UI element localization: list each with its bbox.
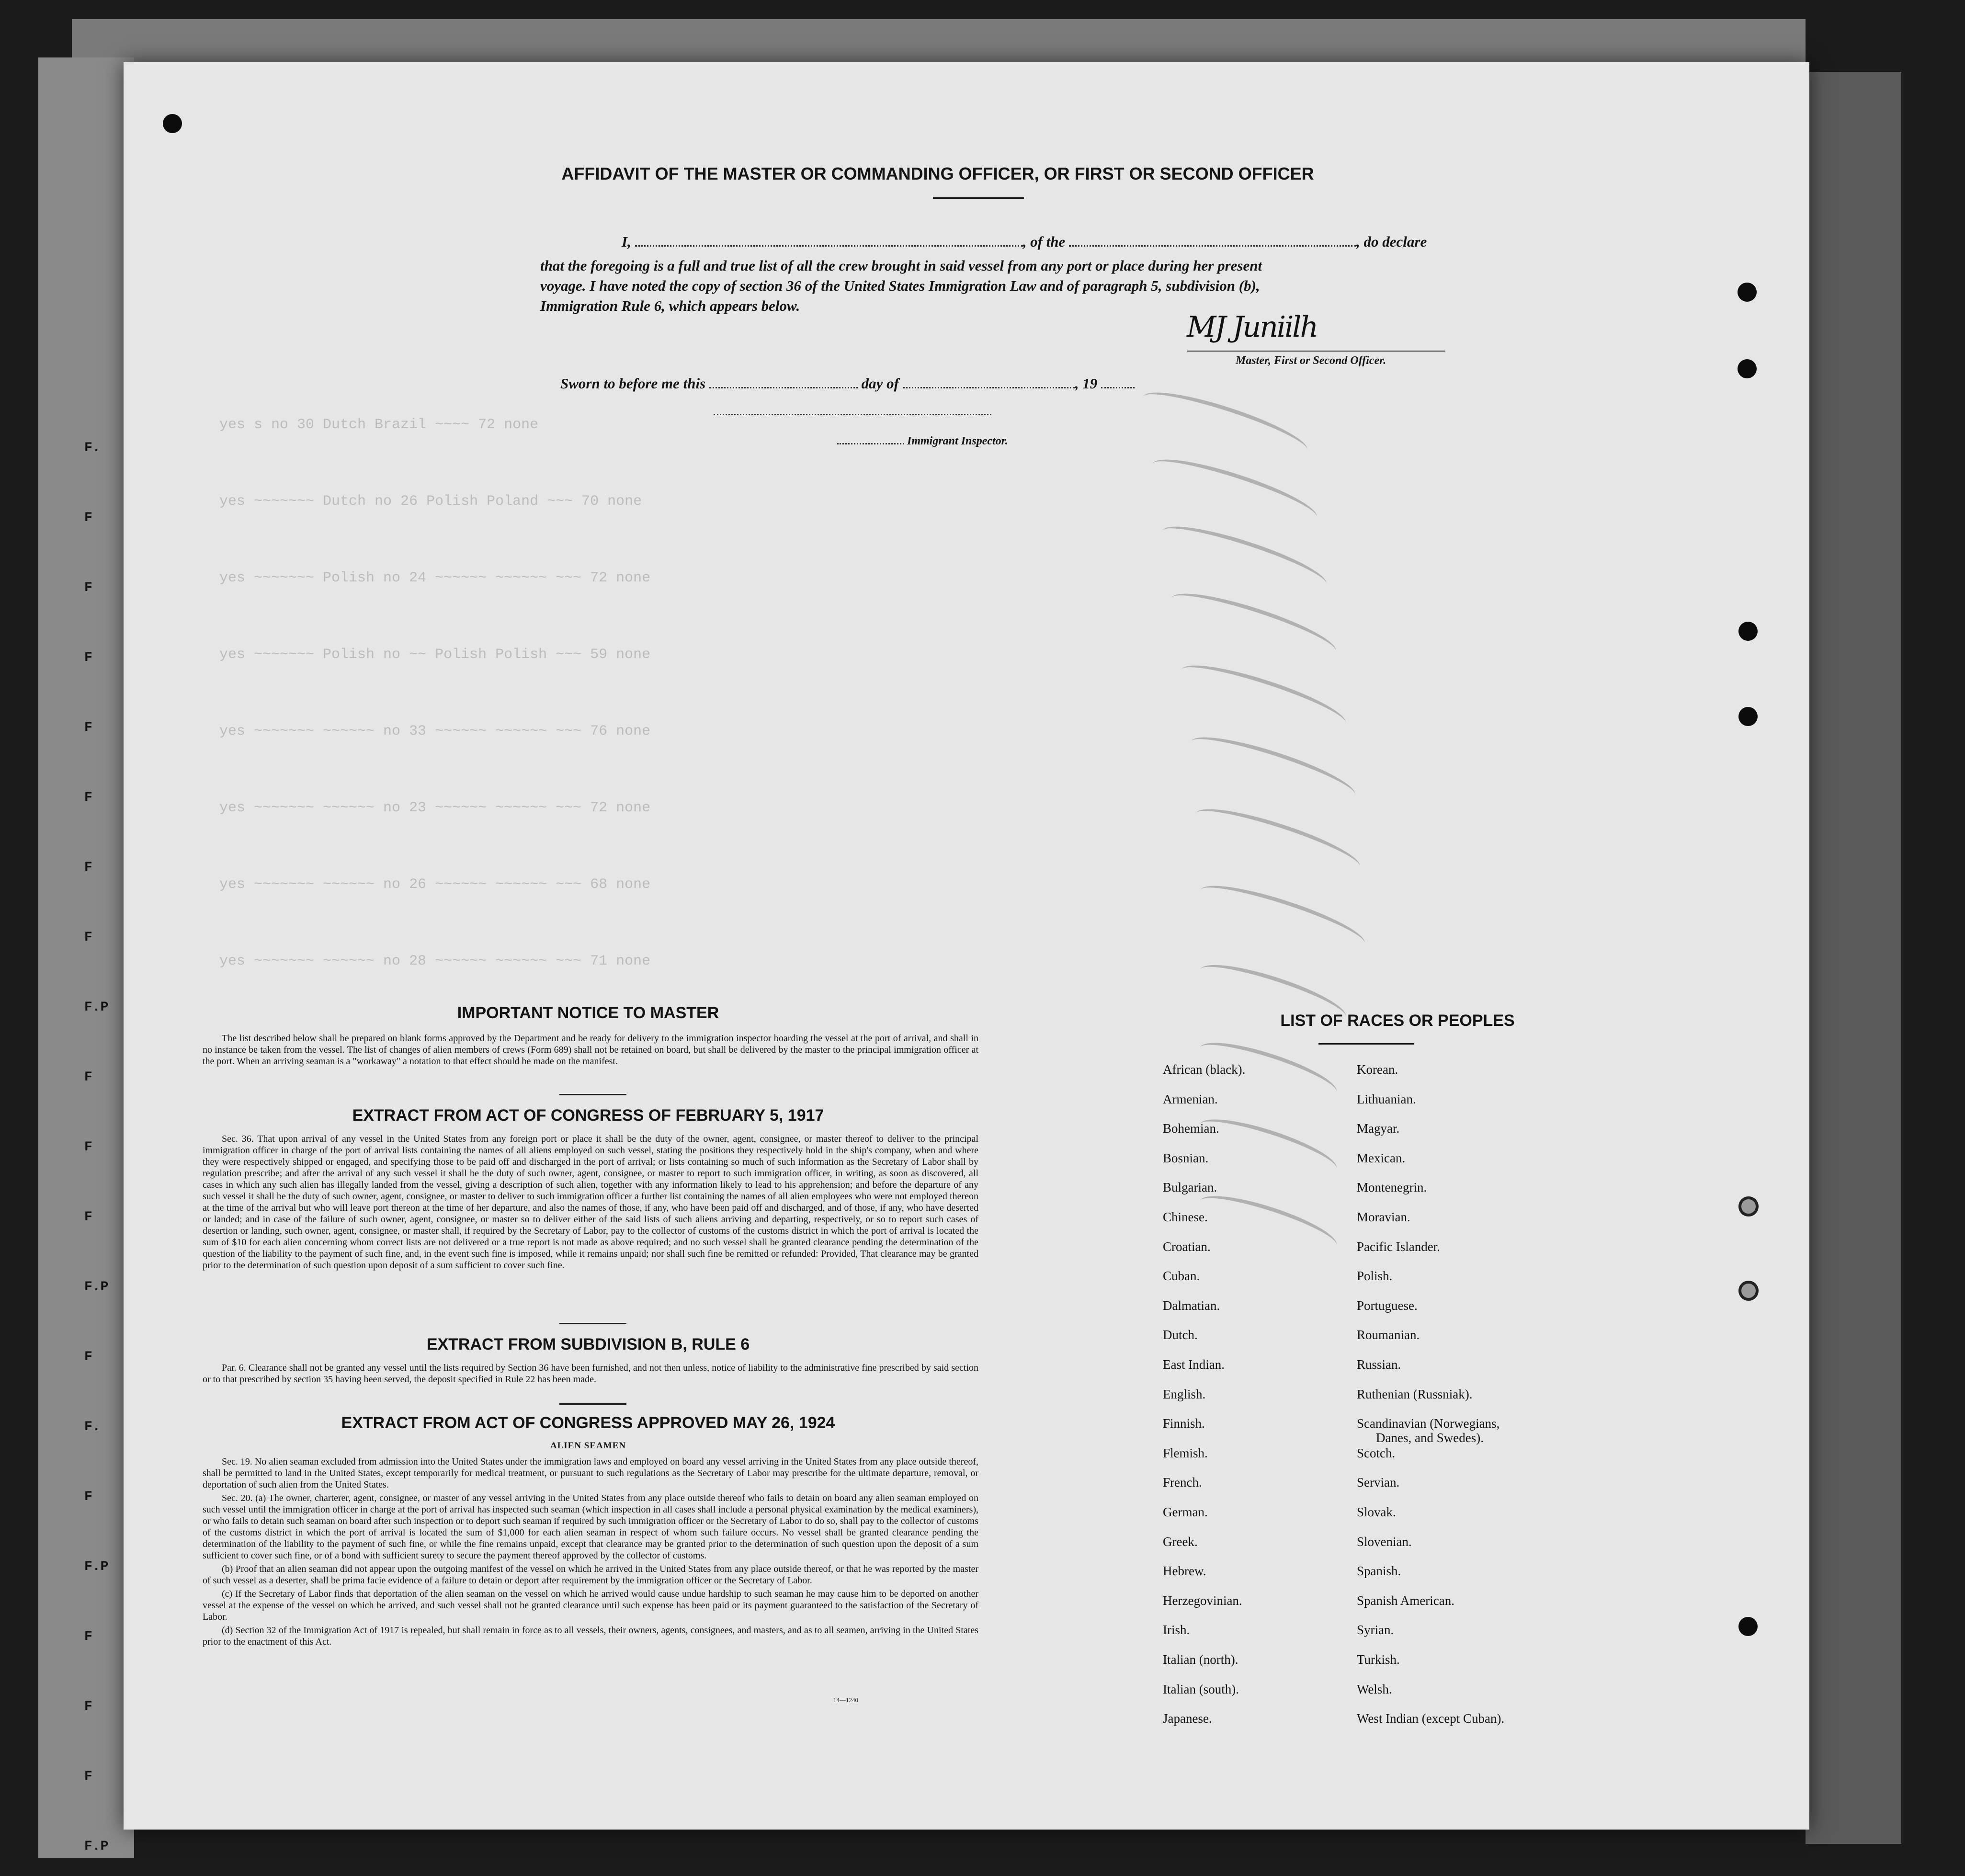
declaration-line <box>540 231 1427 250</box>
extract-1924-paragraph: Sec. 20. (a) The owner, charterer, agent, consignee, or master of any vessel arriving in the United States from any place outside thereof who fails to detain on board any alien seaman employed on such vessel until the immigration officer in charge at the port of arrival has inspected such seaman (which inspection in all cases shall include a personal physical examination by the medical examiners), or who fails to detain such seaman on board after such inspection or to deport such seaman if required by such immigration officer or the Secretary of Labor to do so, shall pay to the collector of customs of the customs district in which the port of arrival is located the sum of $1,000 for each alien seaman in respect of whom such failure occurs. No vessel shall be granted clearance pending the determination of the liability to the payment of such fine, or while the fine remains unpaid, except that clearance may be granted prior to the determination of such question upon the deposit of a sum sufficient to cover such fine, or of a bond with sufficient surety to secure the payment thereof approved by the collector of customs. <box>203 1493 978 1561</box>
race-item: Hebrew. <box>1163 1564 1206 1579</box>
title-rule <box>933 197 1024 199</box>
back-page-left <box>38 57 134 1858</box>
extract-1924-title: EXTRACT FROM ACT OF CONGRESS APPROVED MAY 26, 1924 <box>341 1414 835 1432</box>
form-sheet <box>84 62 1809 1854</box>
declaration-body-line: voyage. I have noted the copy of section 36 of the United States Immigration Law and of paragraph 5, subdivision (b), <box>540 277 1260 294</box>
race-item: Welsh. <box>1357 1682 1392 1696</box>
back-page-right <box>1806 72 1901 1844</box>
section-rule <box>559 1403 626 1405</box>
race-item: Slovak. <box>1357 1505 1396 1519</box>
margin-mark: F <box>84 1210 92 1225</box>
affidavit-title: AFFIDAVIT OF THE MASTER OR COMMANDING OFFICER, OR FIRST OR SECOND OFFICER <box>561 164 1314 183</box>
extract-1924-paragraph: (b) Proof that an alien seaman did not appear upon the outgoing manifest of the vessel on which he arrived in the United States from any place outside thereof, or that he was reported by the master of such vessel as a deserter, shall be prima facie evidence of a failure to detain or deport after requirement by the immigration officer or the Secretary of Labor. <box>203 1564 978 1586</box>
label-declare: , do declare <box>1356 233 1427 250</box>
margin-mark: F <box>84 930 92 945</box>
sworn-prefix: Sworn to before me this <box>560 375 706 392</box>
signature-line <box>1187 351 1445 352</box>
extract-rule6-title: EXTRACT FROM SUBDIVISION B, RULE 6 <box>426 1335 750 1353</box>
race-item: Herzegovinian. <box>1163 1593 1242 1608</box>
sworn-year-field[interactable] <box>1101 373 1135 388</box>
race-item: German. <box>1163 1505 1208 1519</box>
punch-hole <box>1738 1617 1758 1636</box>
race-item: Russian. <box>1357 1357 1401 1372</box>
extract-1917-text <box>203 1133 978 1273</box>
extract-1924-paragraph: Sec. 19. No alien seaman excluded from admission into the United States under the immigration laws and employed on board any vessel arriving in the United States from any place outside thereof, shall be permitted to land in the United States, except temporarily for medical treatment, or pursuant to such regulations as the Secretary of Labor may prescribe for the ultimate departure, removal, or deportation of such alien from the United States. <box>203 1456 978 1490</box>
race-item: West Indian (except Cuban). <box>1357 1711 1505 1726</box>
punch-hole <box>1738 1196 1759 1217</box>
race-item: Portuguese. <box>1357 1298 1418 1313</box>
extract-1924-subtitle: ALIEN SEAMEN <box>550 1441 626 1451</box>
sworn-year-label: , 19 <box>1075 375 1098 392</box>
ink-smudge <box>1138 381 1312 466</box>
declaration-body <box>540 256 1570 316</box>
ink-smudge <box>1176 654 1350 739</box>
margin-mark: F <box>84 720 92 735</box>
margin-mark: F <box>84 1629 92 1644</box>
punch-hole <box>1738 359 1757 378</box>
race-item: Croatian. <box>1163 1239 1211 1254</box>
punch-hole <box>163 114 182 133</box>
declaration-body-line: Immigration Rule 6, which appears below. <box>540 297 800 314</box>
race-item: Japanese. <box>1163 1711 1212 1726</box>
race-item: Bosnian. <box>1163 1150 1209 1165</box>
race-item: Syrian. <box>1357 1623 1394 1637</box>
ink-smudge <box>1167 582 1340 667</box>
race-item: Roumanian. <box>1357 1328 1420 1342</box>
race-item: Korean. <box>1357 1062 1398 1077</box>
race-item: Finnish. <box>1163 1416 1205 1431</box>
ink-smudge <box>1195 1109 1341 1184</box>
margin-mark: F.P <box>84 1280 109 1295</box>
show-through-text: yes ~~~~~~~ ~~~~~~ no 28 ~~~~~~ ~~~~~~ ~~~ 71 none <box>219 953 651 969</box>
margin-mark: F <box>84 790 92 805</box>
margin-mark: F <box>84 860 92 875</box>
race-item: Pacific Islander. <box>1357 1239 1440 1254</box>
race-item: Flemish. <box>1163 1445 1208 1460</box>
race-item: Bohemian. <box>1163 1121 1219 1136</box>
race-item: Scandinavian (Norwegians, <box>1357 1416 1500 1431</box>
notice-text <box>203 1033 978 1069</box>
inspector-signature-field[interactable] <box>714 411 991 415</box>
inspector-caption: Immigrant Inspector. <box>907 435 1008 447</box>
extract-rule6-paragraph: Par. 6. Clearance shall not be granted any vessel until the lists required by Section 36 have been furnished, and not then unless, notice of liability to the administrative fine prescribed by said section or to that prescribed by section 35 having been served, the deposit specified in Rule 22 has been made. <box>203 1363 978 1385</box>
race-item-continuation: Danes, and Swedes). <box>1376 1431 1484 1445</box>
extract-1924-paragraph: (c) If the Secretary of Labor finds that deportation of the alien seaman on the vessel on which he arrived would cause undue hardship to such seaman he may cause him to be deported on another vessel at the expense of the vessel on which he arrived, and such vessel shall not be granted clearance until such expense has been paid or its payment guaranteed to the satisfaction of the Secretary of Labor. <box>203 1589 978 1622</box>
margin-mark: F <box>84 1350 92 1364</box>
extract-rule6-text <box>203 1362 978 1387</box>
race-item: English. <box>1163 1387 1206 1401</box>
race-item: Magyar. <box>1357 1121 1400 1136</box>
extract-1924-text <box>203 1456 978 1649</box>
race-item: Dalmatian. <box>1163 1298 1220 1313</box>
ink-smudge <box>1195 875 1369 959</box>
margin-mark: F. <box>84 1420 101 1434</box>
race-item: French. <box>1163 1475 1202 1490</box>
race-item: Spanish. <box>1357 1564 1401 1579</box>
ink-smudge <box>1147 448 1321 533</box>
sworn-day-field[interactable] <box>709 373 858 388</box>
margin-mark: F <box>84 1489 92 1504</box>
margin-mark: F.P <box>84 1559 109 1574</box>
races-rule <box>1318 1043 1414 1045</box>
margin-mark: F <box>84 511 92 525</box>
officer-signature: MJ Juniilh <box>1187 310 1318 344</box>
sworn-month-field[interactable] <box>903 373 1075 388</box>
declaration-body-line: that the foregoing is a full and true list of all the crew brought in said vessel from any port or place during her present <box>540 257 1262 274</box>
ink-smudge <box>1186 726 1360 810</box>
notice-title: IMPORTANT NOTICE TO MASTER <box>457 1004 719 1022</box>
race-item: Chinese. <box>1163 1210 1208 1224</box>
section-rule <box>559 1323 626 1324</box>
punch-hole <box>1738 622 1758 641</box>
signature-caption: Master, First or Second Officer. <box>1236 354 1386 367</box>
race-item: Mexican. <box>1357 1150 1406 1165</box>
race-item: Bulgarian. <box>1163 1180 1217 1195</box>
race-item: Slovenian. <box>1357 1534 1412 1549</box>
margin-mark: F <box>84 1070 92 1085</box>
show-through-text: yes ~~~~~~~ ~~~~~~ no 23 ~~~~~~ ~~~~~~ ~~~ 72 none <box>219 800 651 816</box>
margin-mark: F <box>84 1140 92 1155</box>
show-through-text: yes ~~~~~~~ Dutch no 26 Polish Poland ~~~ 70 none <box>219 493 642 510</box>
section-rule <box>559 1094 626 1095</box>
punch-hole <box>1738 283 1757 302</box>
show-through-text: yes ~~~~~~~ Polish no ~~ Polish Polish ~~~ 59 none <box>219 647 651 663</box>
race-item: Italian (north). <box>1163 1652 1238 1667</box>
show-through-text: yes ~~~~~~~ ~~~~~~ no 26 ~~~~~~ ~~~~~~ ~~~ 68 none <box>219 876 651 893</box>
margin-mark: F.P <box>84 1000 109 1015</box>
race-item: Irish. <box>1163 1623 1190 1637</box>
race-item: Armenian. <box>1163 1091 1218 1106</box>
margin-mark: F <box>84 580 92 595</box>
inspector-line <box>837 435 1008 448</box>
extract-1917-title: EXTRACT FROM ACT OF CONGRESS OF FEBRUARY 5, 1917 <box>352 1106 824 1125</box>
race-item: Turkish. <box>1357 1652 1400 1667</box>
form-number: 14—1240 <box>833 1696 858 1704</box>
vessel-field[interactable] <box>1069 231 1356 247</box>
race-item: Lithuanian. <box>1357 1091 1416 1106</box>
race-item: Scotch. <box>1357 1445 1396 1460</box>
extract-1917-paragraph: Sec. 36. That upon arrival of any vessel in the United States from any foreign port or place it shall be the duty of the owner, agent, consignee, or master thereof to deliver to the principal immigration officer in charge of the port of arrival lists containing the names of all aliens employed on such vessel, stating the positions they respectively hold in the ship's company, when and where they were respectively shipped or engaged, and specifying those to be paid off and discharged in the port of arrival; or lists containing so much of such information as the Secretary of Labor shall by regulation prescribe; and after the arrival of any such vessel it shall be the duty of such owner, agent, consignee, or master to report to such immigration officer, in writing, as soon as discovered, all cases in which any such alien has illegally landed from the vessel, giving a description of such alien, together with any information likely to lead to his apprehension; and before the departure of any such vessel it shall be the duty of such owner, agent, consignee, or master to deliver to such immigration officer a further list containing the names of all alien employees who were not employed thereon at the time of the arrival but who will leave port thereon at the time of her departure, and also the names of those, if any, who have been paid off and discharged, and of those, if any, who have deserted or landed; and in case of the failure of such owner, agent, consignee, or master so to deliver either of the said lists of such aliens arriving and departing, respectively, or so to report such cases of desertion or landing, such owner, agent, consignee, or master shall, if required by the Secretary of Labor, pay to the collector of customs of the customs district in which the port of arrival is located the sum of $10 for each alien concerning whom correct lists are not delivered or a true report is not made as above required; and no such vessel shall be granted clearance pending the determination of the question of the liability to the payment of such fine, and, in the event such fine is imposed, while it remains unpaid; nor shall such fine be remitted or refunded: Provided, That clearance may be granted prior to the determination of such question upon deposit of a sum sufficient to cover such fine. <box>203 1134 978 1271</box>
label-i: I, <box>622 233 631 250</box>
show-through-text: yes ~~~~~~~ Polish no 24 ~~~~~~ ~~~~~~ ~~~ 72 none <box>219 570 651 586</box>
margin-mark: F <box>84 1699 92 1714</box>
ink-smudge <box>1191 798 1364 882</box>
races-title: LIST OF RACES OR PEOPLES <box>1280 1012 1515 1030</box>
extract-1924-paragraph: (d) Section 32 of the Immigration Act of 1917 is repealed, but shall remain in force as to all vessels, their owners, agents, consignees, and masters, and as to all seamen, arriving in the United States prior to the enactment of this Act. <box>203 1625 978 1647</box>
inspector-field[interactable] <box>837 436 904 444</box>
race-item: Ruthenian (Russniak). <box>1357 1387 1473 1401</box>
notice-paragraph: The list described below shall be prepared on blank forms approved by the Department and be ready for delivery to the immigration inspector boarding the vessel at the port of arrival, and shall in no instance be taken from the vessel. The list of changes of alien members of crews (Form 689) shall not be retained on board, but shall be delivered by the master to the principal immigration officer at the port. When an arriving seaman is a "workaway" a notation to that effect should be made on the manifest. <box>203 1033 978 1067</box>
margin-mark: F <box>84 1769 92 1784</box>
show-through-text: yes ~~~~~~~ ~~~~~~ no 33 ~~~~~~ ~~~~~~ ~~~ 76 none <box>219 723 651 739</box>
race-item: Servian. <box>1357 1475 1400 1490</box>
race-item: Polish. <box>1357 1269 1393 1284</box>
margin-mark: F <box>84 650 92 665</box>
race-item: Dutch. <box>1163 1328 1198 1342</box>
race-item: Italian (south). <box>1163 1682 1239 1696</box>
punch-hole <box>1738 1281 1759 1301</box>
race-item: Montenegrin. <box>1357 1180 1427 1195</box>
race-item: African (black). <box>1163 1062 1246 1077</box>
name-field[interactable] <box>635 231 1023 247</box>
race-item: Cuban. <box>1163 1269 1200 1284</box>
label-of-the: , of the <box>1022 233 1066 250</box>
ink-smudge <box>1157 515 1331 600</box>
sworn-day-label: day of <box>861 375 899 392</box>
margin-mark: F. <box>84 441 101 455</box>
margin-mark: F.P <box>84 1839 109 1854</box>
show-through-text: yes s no 30 Dutch Brazil ~~~~ 72 none <box>219 417 539 433</box>
sworn-line <box>560 373 1135 392</box>
ink-smudge <box>1195 1185 1341 1261</box>
punch-hole <box>1738 707 1758 726</box>
race-item: East Indian. <box>1163 1357 1225 1372</box>
race-item: Moravian. <box>1357 1210 1410 1224</box>
race-item: Greek. <box>1163 1534 1198 1549</box>
race-item: Spanish American. <box>1357 1593 1454 1608</box>
